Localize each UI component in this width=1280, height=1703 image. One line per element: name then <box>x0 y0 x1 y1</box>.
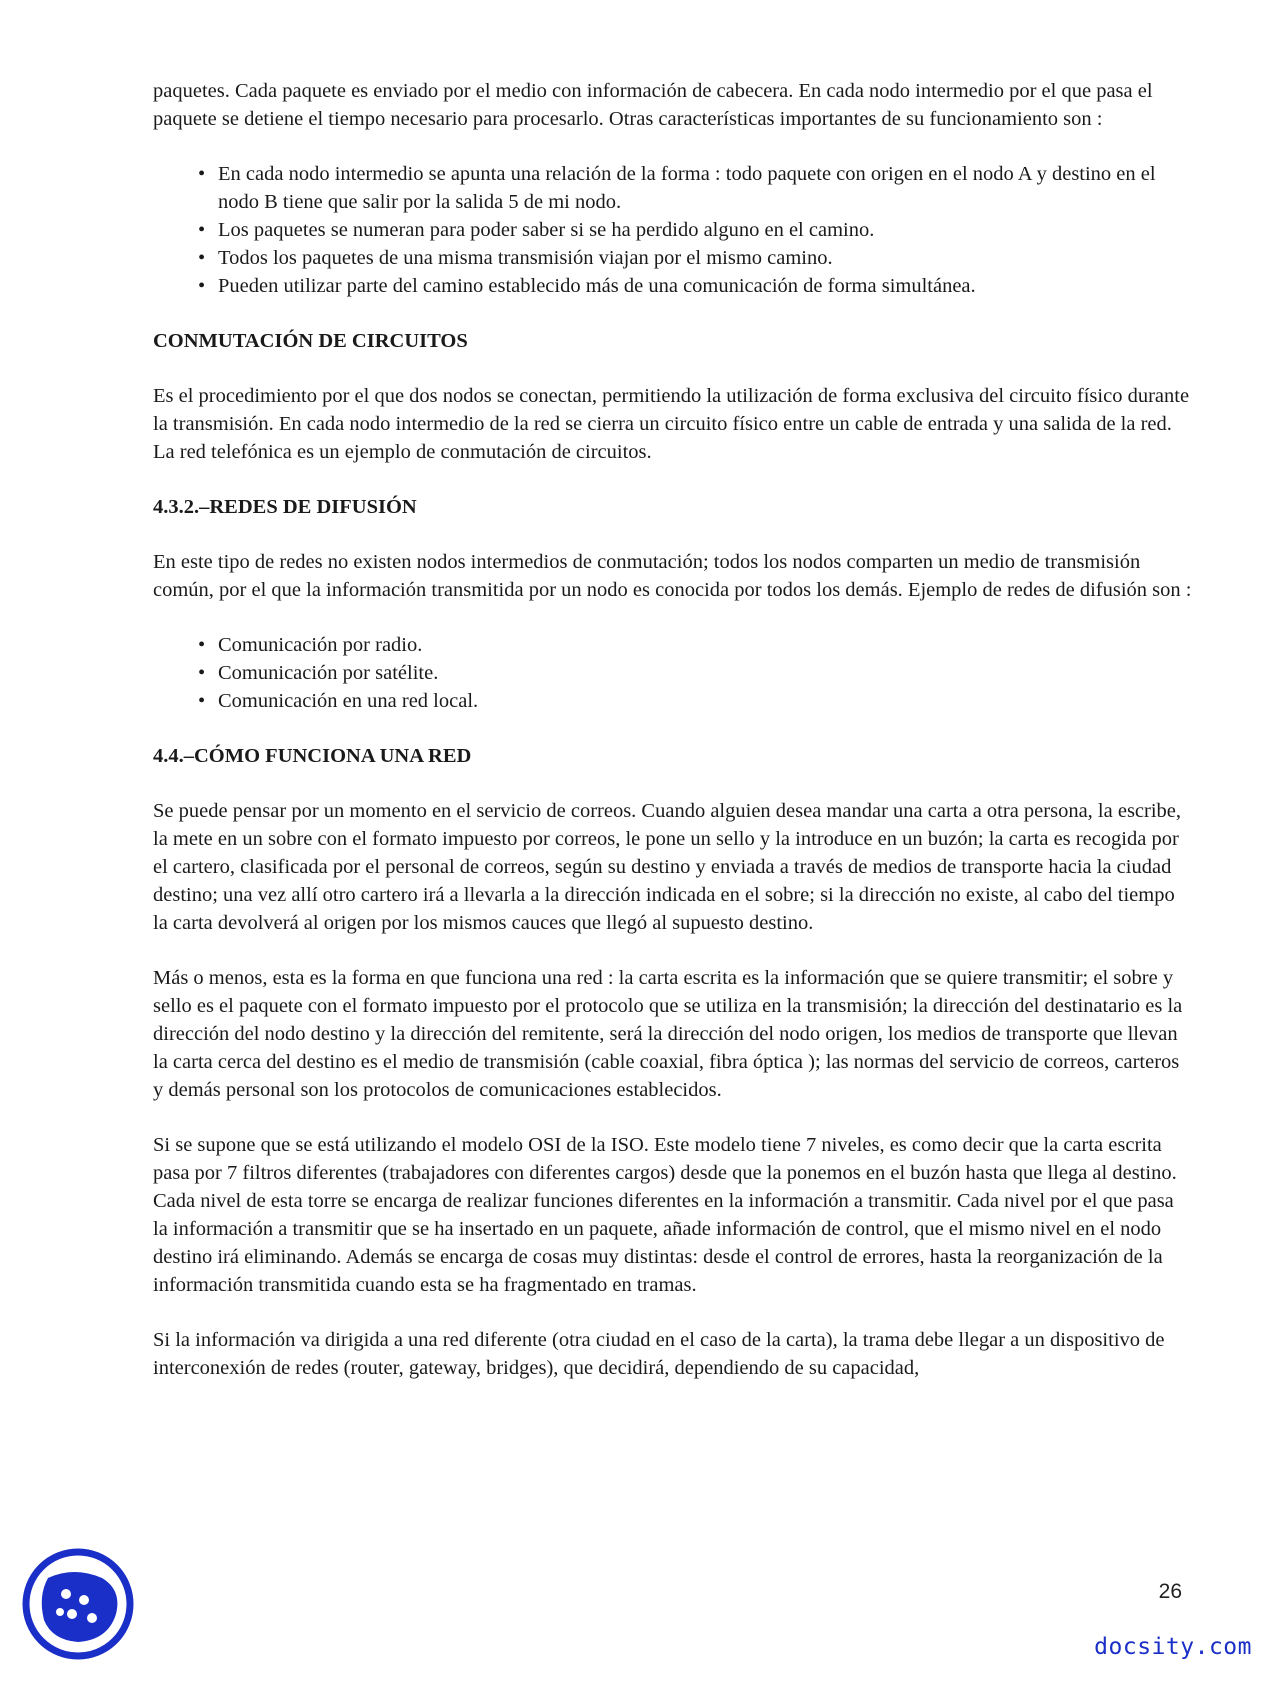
list-item: • Comunicación por satélite. <box>198 659 1193 687</box>
broadcast-networks-paragraph: En este tipo de redes no existen nodos intermedios de conmutación; todos los nodos comparten un medio de transmisión común, por el que la información transmitida por un nodo es conocida por todos los demás. Ejemplo de redes de difusión son : <box>153 551 1192 601</box>
interconnection-paragraph: Si la información va dirigida a una red diferente (otra ciudad en el caso de la carta), la trama debe llegar a un dispositivo de interconexión de redes (router, gateway, bridges), que decidirá, dependiendo de su capacidad, <box>153 1329 1165 1379</box>
postal-analogy-paragraph: Se puede pensar por un momento en el servicio de correos. Cuando alguien desea mandar una carta a otra persona, la escribe, la mete en un sobre con el formato impuesto por correos, le pone un sello y la introduce en un buzón; la carta es recogida por el cartero, clasificada por el personal de correos, según su destino y enviada a través de medios de transporte hacia la ciudad destino; una vez allí otro cartero irá a llevarla a la dirección indicada en el sobre; si la dirección no existe, al cabo del tiempo la carta devolverá al origen por los mismos cauces que llegó al supuesto destino. <box>153 800 1182 934</box>
list-item: • Todos los paquetes de una misma transmisión viajan por el mismo camino. <box>198 244 1193 272</box>
section-heading-broadcast-networks: 4.3.2.–REDES DE DIFUSIÓN <box>153 496 417 518</box>
bullet-list-broadcast-examples <box>153 631 1193 715</box>
bullet-icon: • <box>198 662 206 684</box>
bullet-icon: • <box>198 219 206 241</box>
section-heading-circuit-switching: CONMUTACIÓN DE CIRCUITOS <box>153 330 468 352</box>
osi-model-paragraph: Si se supone que se está utilizando el modelo OSI de la ISO. Este modelo tiene 7 niveles, es como decir que la carta escrita pasa por 7 filtros diferentes (trabajadores con diferentes cargos) desde que la ponemos en el buzón hasta que llega al destino. Cada nivel de esta torre se encarga de realizar funciones diferentes en la información a transmitir. Cada nivel por el que pasa la información a transmitir que se ha insertado en un paquete, añade información de control, que el mismo nivel en el nodo destino irá eliminando. Además se encarga de cosas muy distintas: desde el control de errores, hasta la reorganización de la información transmitida cuando esta se ha fragmentado en tramas. <box>153 1134 1177 1296</box>
bullet-icon: • <box>198 690 206 712</box>
list-item: • Pueden utilizar parte del camino establecido más de una comunicación de forma simultánea. <box>198 272 1193 300</box>
list-item: • Comunicación por radio. <box>198 631 1193 659</box>
network-analogy-paragraph: Más o menos, esta es la forma en que funciona una red : la carta escrita es la información que se quiere transmitir; el sobre y sello es el paquete con el formato impuesto por el protocolo que se utiliza en la transmisión; la dirección del destinatario es la dirección del nodo destino y la dirección del remitente, será la dirección del nodo origen, los medios de transporte que llevan la carta cerca del destino es el medio de transmisión (cable coaxial, fibra óptica ); las normas del servicio de correos, carteros y demás personal son los protocolos de comunicaciones establecidos. <box>153 967 1183 1101</box>
page-number: 26 <box>1158 1580 1182 1603</box>
list-item: • En cada nodo intermedio se apunta una relación de la forma : todo paquete con origen en el nodo A y destino en el nodo B tiene que salir por la salida 5 de mi nodo. <box>198 160 1193 216</box>
section-heading-how-network-works: 4.4.–CÓMO FUNCIONA UNA RED <box>153 745 472 767</box>
list-item: • Los paquetes se numeran para poder saber si se ha perdido alguno en el camino. <box>198 216 1193 244</box>
bullet-icon: • <box>198 275 206 297</box>
docsity-watermark-link[interactable]: docsity.com <box>1094 1634 1252 1660</box>
bullet-icon: • <box>198 163 206 185</box>
intro-paragraph: paquetes. Cada paquete es enviado por el medio con información de cabecera. En cada nodo intermedio por el que pasa el paquete se detiene el tiempo necesario para procesarlo. Otras características importantes de su funcionamiento son : <box>153 80 1153 130</box>
bullet-list-packet-features <box>153 160 1193 300</box>
circuit-switching-paragraph: Es el procedimiento por el que dos nodos se conectan, permitiendo la utilización de forma exclusiva del circuito físico durante la transmisión. En cada nodo intermedio de la red se cierra un circuito físico entre un cable de entrada y una salida de la red. La red telefónica es un ejemplo de conmutación de circuitos. <box>153 385 1190 463</box>
document-page <box>153 77 1193 1382</box>
bullet-icon: • <box>198 634 206 656</box>
list-item: • Comunicación en una red local. <box>198 687 1193 715</box>
bullet-icon: • <box>198 247 206 269</box>
docsity-logo-icon[interactable] <box>22 1548 134 1660</box>
